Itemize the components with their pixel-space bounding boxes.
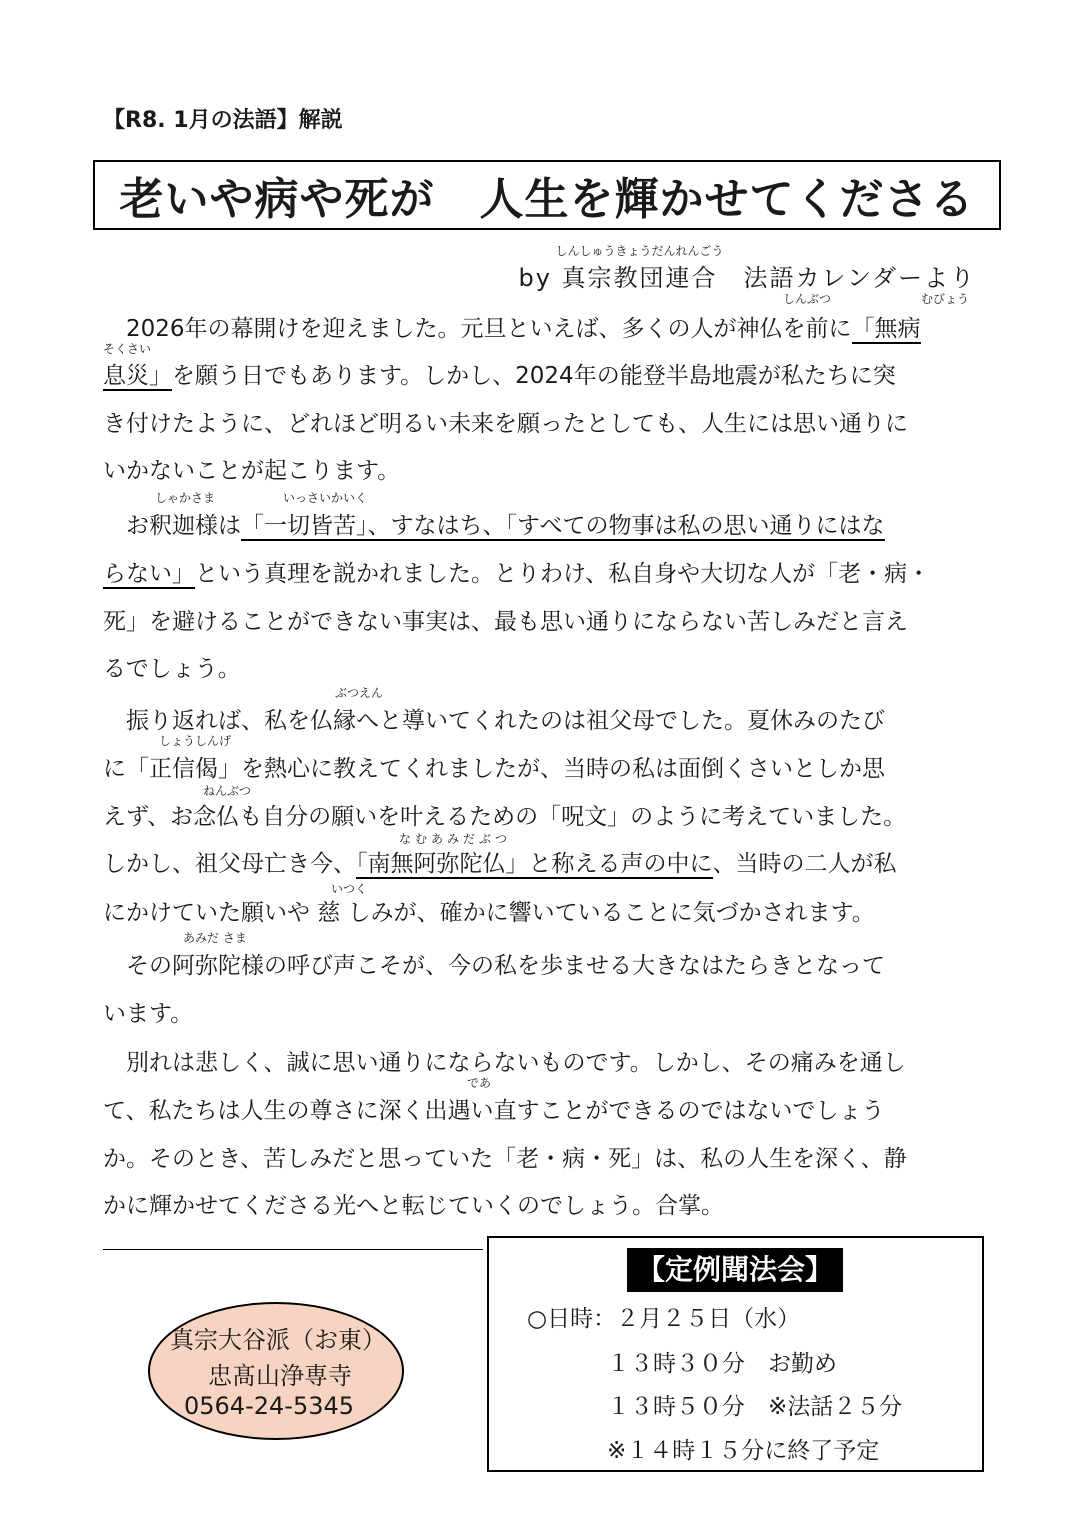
underlined-phrase-namuamidabutsu: 「南無阿弥陀仏」と称える声の中に [356, 851, 713, 877]
paragraph-3-line-5: にかけていた願いや 慈 しみが、確かに響いていることに気づかされます。 [103, 900, 875, 926]
paragraph-1-line-3: き付けたように、どれほど明るい未来を願ったとしても、人生には思い通りに [103, 411, 908, 437]
underlined-phrase-issaikaiku: 「一切皆苦」、すなはち、「すべての物事は私の思い通りにはな [241, 513, 885, 539]
furigana-namuamidabutsu: なむあみだぶつ [399, 832, 512, 846]
paragraph-5-line-4: かに輝かせてくださる光へと転じていくのでしょう。合掌。 [103, 1193, 724, 1219]
paragraph-2-line-3: 死」を避けることができない事実は、最も思い通りにならない苦しみだと言え [103, 609, 908, 635]
furigana-mubyou: むびょう [921, 292, 970, 306]
paragraph-3-line-3: えず、お念仏も自分の願いを叶えるための「呪文」のように考えていました。 [103, 804, 907, 830]
event-time-talk: １３時５０分 ※法話２５分 [607, 1394, 903, 1420]
temple-phone: 0564-24-5345 [184, 1392, 355, 1420]
byline-suffix: 法語カレンダーより [717, 264, 976, 292]
paragraph-5-line-1: 別れは悲しく、誠に思い通りにならないものです。しかし、その痛みを通し [103, 1050, 906, 1076]
furigana-sokusai: そくさい [103, 342, 152, 356]
paragraph-3 [103, 686, 983, 930]
furigana-issaikaiku: いっさいかいく [283, 491, 368, 505]
temple-oval [148, 1302, 404, 1440]
byline-prefix: by [518, 264, 552, 292]
paragraph-2-line-2: らない」という真理を説かれました。とりわけ、私自身や大切な人が「老・病・ [103, 561, 931, 587]
underlined-phrase-sokusai: 息災」 [103, 363, 172, 389]
furigana-deai: であ [467, 1076, 492, 1090]
title-box [93, 160, 1001, 230]
temple-sect: 真宗大谷派（お東） [170, 1326, 386, 1354]
furigana-shinbutsu: しんぶつ [783, 292, 832, 306]
document-header: 【R8. 1月の法語】解説 [103, 108, 343, 133]
horizontal-rule [103, 1249, 483, 1250]
event-title: 【定例聞法会】 [627, 1248, 843, 1292]
paragraph-2 [103, 491, 983, 695]
paragraph-3-line-1: 振り返れば、私を仏縁へと導いてくれたのは祖父母でした。夏休みのたび [103, 708, 885, 734]
furigana-nenbutsu: ねんぶつ [203, 784, 252, 798]
paragraph-1-line-1: 2026年の幕開けを迎えました。元旦といえば、多くの人が神仏を前に「無病 [103, 316, 921, 342]
furigana-shakasama: しゃかさま [155, 491, 216, 505]
furigana-amidasama: あみだ さま [183, 931, 247, 945]
furigana-ikku: いつく [331, 882, 368, 896]
furigana-butsuen: ぶつえん [335, 686, 384, 700]
byline-organization-name: 真宗教団連合 [561, 264, 718, 292]
byline-organization-furigana: しんしゅうきょうだんれんごう [555, 244, 724, 258]
paragraph-1-line-2: 息災」を願う日でもあります。しかし、2024年の能登半島地震が私たちに突 [103, 363, 896, 389]
paragraph-5-line-2: て、私たちは人生の尊さに深く出遇い直すことができるのではないでしょう [103, 1098, 885, 1124]
underlined-phrase-mubyou: 「無病 [851, 316, 921, 342]
event-time-service: １３時３０分 お勤め [607, 1351, 837, 1377]
paragraph-4-line-2: います。 [103, 1001, 194, 1027]
paragraph-1-line-4: いかないことが起こります。 [103, 458, 401, 484]
paragraph-5 [103, 1032, 983, 1232]
event-end-note: ※１４時１５分に終了予定 [607, 1438, 880, 1464]
paragraph-3-line-2: に「正信偈」を熱心に教えてくれましたが、当時の私は面倒くさいとしか思 [103, 756, 885, 782]
paragraph-1 [103, 292, 983, 500]
paragraph-4 [103, 931, 983, 1035]
main-title: 老いや病や死が 人生を輝かせてくださる [119, 174, 975, 225]
byline-organization [555, 244, 724, 293]
byline [518, 244, 976, 293]
paragraph-3-line-4: しかし、祖父母亡き今、「南無阿弥陀仏」と称える声の中に、当時の二人が私 [103, 851, 897, 877]
furigana-shoushinge: しょうしんげ [159, 734, 232, 748]
event-date: ○日時：２月２５日（水） [527, 1306, 801, 1332]
paragraph-5-line-3: か。そのとき、苦しみだと思っていた「老・病・死」は、私の人生を深く、静 [103, 1146, 907, 1172]
underlined-phrase-naranai: らない」 [103, 561, 195, 587]
paragraph-2-line-4: るでしょう。 [103, 656, 241, 682]
paragraph-2-line-1: お釈迦様は「一切皆苦」、すなはち、「すべての物事は私の思い通りにはな [103, 513, 885, 539]
event-box [487, 1236, 984, 1472]
paragraph-4-line-1: その阿弥陀様の呼び声こそが、今の私を歩ませる大きなはたらきとなって [103, 953, 885, 979]
temple-name: 忠髙山浄専寺 [208, 1362, 352, 1390]
